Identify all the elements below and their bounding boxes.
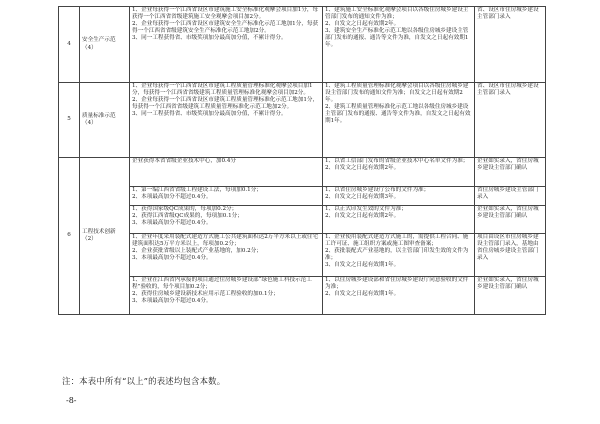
scoring-standard: 1、第一编江西省省级工程建设工法，每项加0.1分； 2、本项最高加分不超过0.4分。 xyxy=(130,187,323,206)
footnote: 注：本表中所有“以上”的表述均包含本数。 xyxy=(62,376,226,386)
row-number: 6 xyxy=(59,158,80,315)
row-number: 4 xyxy=(59,7,80,83)
requirement: 1、建筑施工安全标准化观摩会项目以各级住房城乡建设主管部门发布的通知文件为准； 2、自发文之日起有效期2年。 3、建筑安全生产标准化示范工地以各级住房城乡建设主管部门发布的通报、通告等文件为准，自发文之日起有效期1年。 xyxy=(323,7,475,83)
item-name: 工程技术创新（2） xyxy=(80,158,130,315)
responsible-dept: 省、设区市住房城乡建设主管部门录入 xyxy=(475,83,546,158)
scoring-standard: 1、获得国家级QC成果的，每项加0.2分； 2、获得江西省级QC成果的，每项加0.1分； 3、本项最高加分不超过0.4分。 xyxy=(130,206,323,234)
scoring-standard: 1、企业每获得一个江西省设区市建筑工程质量管理标准化观摩会项目加1分，每获得一个江西省省级建筑工程质量管理标准化观摩会项目加2分。 2、企业每获得一个江西省设区市建筑工程质量管理标准化示范工地加1分，每获得一个江西省省级建筑工程质量管理标准化示范工地加2分。 3、同一工程获得省、市级奖项加分最高加分值，不累计得分。 xyxy=(130,83,323,158)
responsible-dept: 省住房城乡建设主管部门录入 xyxy=(475,187,546,206)
responsible-dept: 企业如实录入，省住房城乡建设主管部门确认 xyxy=(475,277,546,315)
scoring-standard: 1、企业年度采用装配式建造方式施工公共建筑面积达2万平方米以上或住宅建筑面积达5万平方米以上，每项加0.2分； 2、企业获批省级以上装配式产业基地的，加0.2分； 3、本项最高加分不超过0.4分。 xyxy=(130,234,323,277)
scoring-standard: 企业获得本省省级企业技术中心，加0.4分 xyxy=(130,158,323,187)
responsible-dept: 项目由设区市住房城乡建设主管部门录入，基地由省住房城乡建设主管部门录入 xyxy=(475,234,546,277)
item-name: 质量标准示范（4） xyxy=(80,83,130,158)
scoring-table xyxy=(58,6,546,315)
table-row xyxy=(59,277,546,315)
table-row xyxy=(59,83,546,158)
scoring-standard: 1、企业在江西省内承接的项目通过住房城乡建设部“绿色施工科技示范工程”验收的，每个项目加0.2分； 2、获得住房城乡建设新技术应用示范工程验收的加0.1分； 3、本项最高加分不超过0.4分。 xyxy=(130,277,323,315)
requirement: 1、以正式印发生效的文件为准； 2、自发文之日起有效期2年。 xyxy=(323,206,475,234)
requirement: 1、以住房城乡建设部和省住房城乡建设厅同意验收的文件为准； 2、自发文之日起有效期1年。 xyxy=(323,277,475,315)
table-row xyxy=(59,187,546,206)
responsible-dept: 企业如实录入，省住房城乡建设主管部门确认 xyxy=(475,158,546,187)
requirement: 1、建筑工程质量管理标准化观摩会项目以各级住房城乡建设主管部门发布的通知文件为准；自发文之日起有效期2年。 2、建筑工程质量管理标准化示范工地以各级住房城乡建设主管部门发布的通报、通告等文件为准，自发文之日起有效期1年。 xyxy=(323,83,475,158)
requirement: 1、企业使用装配式建造方式施工的，需提供工程合同、施工许可证、施工组织方案或施工图审查备案； 2、获批装配式产业基地的，以主管部门印发生效的文件为准； 3、自发文之日起有效期1年。 xyxy=(323,234,475,277)
table-row xyxy=(59,234,546,277)
item-name: 安全生产示范（4） xyxy=(80,7,130,83)
table-row xyxy=(59,206,546,234)
requirement: 1、以省住房城乡建设厅公布的文件为准； 2、自发文之日起有效期3年。 xyxy=(323,187,475,206)
scoring-standard: 1、企业每获得一个江西省设区市建筑施工安全标准化观摩会项目加1分，每获得一个江西省省级建筑施工安全观摩会项目加2分。 2、企业每获得一个江西省设区市建筑安全生产标准化示范工地加1分，每获得一个江西省省级建筑安全生产标准化示范工地加2分。 3、同一工程获得省、市级奖项加分最高加分值，不累计得分。 xyxy=(130,7,323,83)
requirement: 1、以省工信部门发布的省级企业技术中心名单文件为准； 2、自发文之日起有效期2年。 xyxy=(323,158,475,187)
table-row xyxy=(59,7,546,83)
responsible-dept: 企业如实录入，省住房城乡建设主管部门确认 xyxy=(475,206,546,234)
page-number: -8- xyxy=(66,396,77,405)
table-row xyxy=(59,158,546,187)
row-number: 5 xyxy=(59,83,80,158)
responsible-dept: 省、设区市住房城乡建设主管部门录入 xyxy=(475,7,546,83)
